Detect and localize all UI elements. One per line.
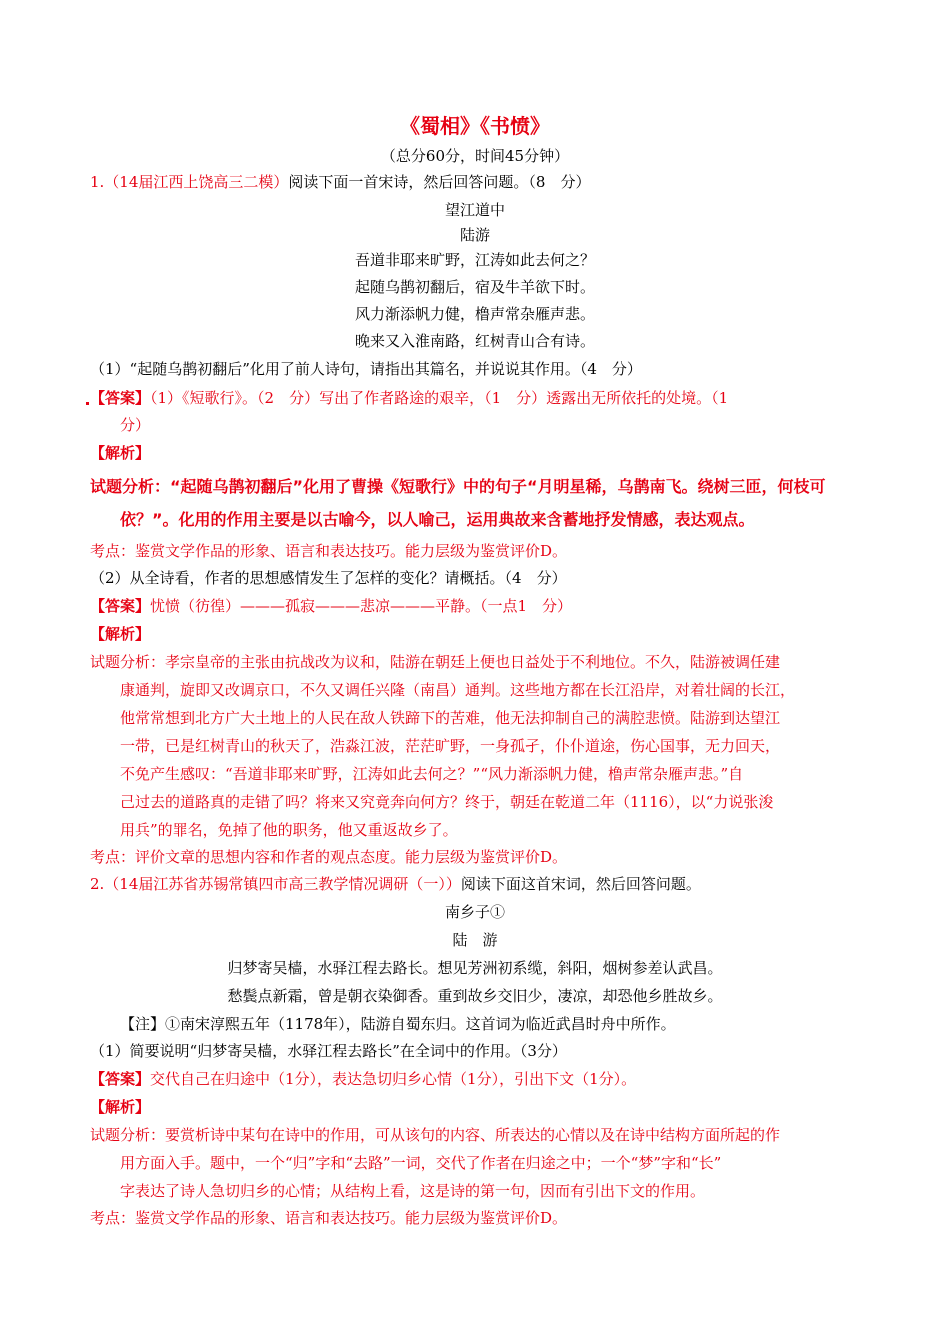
q2-sub1-answer <box>90 1069 636 1089</box>
q1-sub2-kaodian: 考点：评价文章的思想内容和作者的观点态度。能力层级为鉴赏评价D。 <box>90 848 568 866</box>
q1-sub2-question: （2）从全诗看，作者的思想感情发生了怎样的变化？请概括。（4 分） <box>90 569 567 587</box>
q2-sub1-analysis-line: 试题分析：要赏析诗中某句在诗中的作用，可从该句的内容、所表达的心情以及在诗中结构方面所起的作 <box>90 1126 781 1144</box>
answer-tag: 【答案】 <box>90 597 151 615</box>
q1-sub1-analysis-line: 试题分析：“起随乌鹊初翻后”化用了曹操《短歌行》中的句子“月明星稀，乌鹊南飞。绕树三匝，何枝可 <box>90 477 826 496</box>
q1-sub1-analysis-tag: 【解析】 <box>90 444 151 462</box>
q1-sub2-analysis-line: 用兵”的罪名，免掉了他的职务，他又重返故乡了。 <box>120 821 458 839</box>
q1-sub2-analysis-line: 他常常想到北方广大土地上的人民在敌人铁蹄下的苦难，他无法抑制自己的满腔悲愤。陆游到达望江 <box>120 709 781 727</box>
q1-poem-line: 晚来又入淮南路，红树青山合有诗。 <box>354 332 595 350</box>
q1-header <box>90 172 590 192</box>
q1-poem-line: 风力渐添帆力健，橹声常杂雁声悲。 <box>354 305 595 323</box>
q2-prompt: 阅读下面这首宋词，然后回答问题。 <box>460 875 701 893</box>
q1-sub1-question: （1）“起随乌鹊初翻后”化用了前人诗句，请指出其篇名，并说说其作用。（4 分） <box>90 360 642 378</box>
q2-source: 2.（14届江苏省苏锡常镇四市高三教学情况调研（一）） <box>90 875 461 893</box>
q1-sub2-analysis-tag: 【解析】 <box>90 625 151 643</box>
margin-dot <box>86 402 89 405</box>
q2-sub1-kaodian: 考点：鉴赏文学作品的形象、语言和表达技巧。能力层级为鉴赏评价D。 <box>90 1209 568 1227</box>
q2-note: 【注】①南宋淳熙五年（1178年），陆游自蜀东归。这首词为临近武昌时舟中所作。 <box>120 1015 676 1033</box>
q2-poem-author: 陆 游 <box>452 931 498 949</box>
q2-sub1-analysis-tag: 【解析】 <box>90 1098 151 1116</box>
answer-text: 忧愤（彷徨）———孤寂———悲凉———平静。（一点1 分） <box>150 597 573 615</box>
q1-sub1-answer-cont: 分） <box>120 416 151 434</box>
q1-sub1-answer <box>90 388 728 408</box>
q1-sub2-analysis-line: 康通判，旋即又改调京口，不久又调任兴隆（南昌）通判。这些地方都在长江沿岸，对着壮阔的长江， <box>120 681 796 699</box>
q1-poem-line: 吾道非耶来旷野，江涛如此去何之？ <box>354 251 595 269</box>
q1-sub2-analysis-line: 不免产生感叹：“吾道非耶来旷野，江涛如此去何之？”“风力渐添帆力健，橹声常杂雁声悲。”自 <box>120 765 744 783</box>
answer-tag: 【答案】 <box>90 389 151 407</box>
q1-prompt: 阅读下面一首宋诗，然后回答问题。（8 分） <box>288 173 591 191</box>
q2-sub1-question: （1）简要说明“归梦寄吴樯，水驿江程去路长”在全词中的作用。（3分） <box>90 1042 567 1060</box>
document-subtitle: （总分60分，时间45分钟） <box>380 147 570 165</box>
q1-sub2-analysis-line: 试题分析：孝宗皇帝的主张由抗战改为议和，陆游在朝廷上便也日益处于不利地位。不久，陆游被调任建 <box>90 653 781 671</box>
q1-sub2-answer <box>90 596 572 616</box>
q2-poem-title: 南乡子① <box>444 903 505 921</box>
q1-sub1-analysis-line: 依？”。化用的作用主要是以古喻今，以人喻己，运用典故来含蓄地抒发情感，表达观点。 <box>120 510 755 529</box>
document-title: 《蜀相》《书愤》 <box>400 114 550 138</box>
q1-sub2-analysis-line: 一带，已是红树青山的秋天了，浩淼江波，茫茫旷野，一身孤孑，仆仆道途，伤心国事，无力回天， <box>120 737 781 755</box>
q1-poem-title: 望江道中 <box>444 201 505 219</box>
q2-header <box>90 874 701 894</box>
answer-text: （1）《短歌行》。（2 分）写出了作者路途的艰辛，（1 分）透露出无所依托的处境。（1 <box>150 389 729 407</box>
q2-sub1-analysis-line: 用方面入手。题中，一个“归”字和“去路”一词，交代了作者在归途之中；一个“梦”字和“长” <box>120 1154 722 1172</box>
q1-sub2-analysis-line: 己过去的道路真的走错了吗？将来又究竟奔向何方？终于，朝廷在乾道二年（1116），以“力说张浚 <box>120 793 774 811</box>
q1-poem-line: 起随乌鹊初翻后，宿及牛羊欲下时。 <box>354 278 595 296</box>
q2-sub1-analysis-line: 字表达了诗人急切归乡的心情；从结构上看，这是诗的第一句，因而有引出下文的作用。 <box>120 1182 706 1200</box>
answer-tag: 【答案】 <box>90 1070 151 1088</box>
answer-text: 交代自己在归途中（1分），表达急切归乡心情（1分），引出下文（1分）。 <box>150 1070 637 1088</box>
q1-sub1-kaodian: 考点：鉴赏文学作品的形象、语言和表达技巧。能力层级为鉴赏评价D。 <box>90 542 568 560</box>
q1-poem-author: 陆游 <box>459 226 490 244</box>
q2-poem-line: 愁鬓点新霜，曾是朝衣染御香。重到故乡交旧少，凄凉，却恐他乡胜故乡。 <box>227 987 723 1005</box>
q1-source: 1.（14届江西上饶高三二模） <box>90 173 289 191</box>
q2-poem-line: 归梦寄吴樯，水驿江程去路长。想见芳洲初系缆，斜阳，烟树参差认武昌。 <box>227 959 723 977</box>
